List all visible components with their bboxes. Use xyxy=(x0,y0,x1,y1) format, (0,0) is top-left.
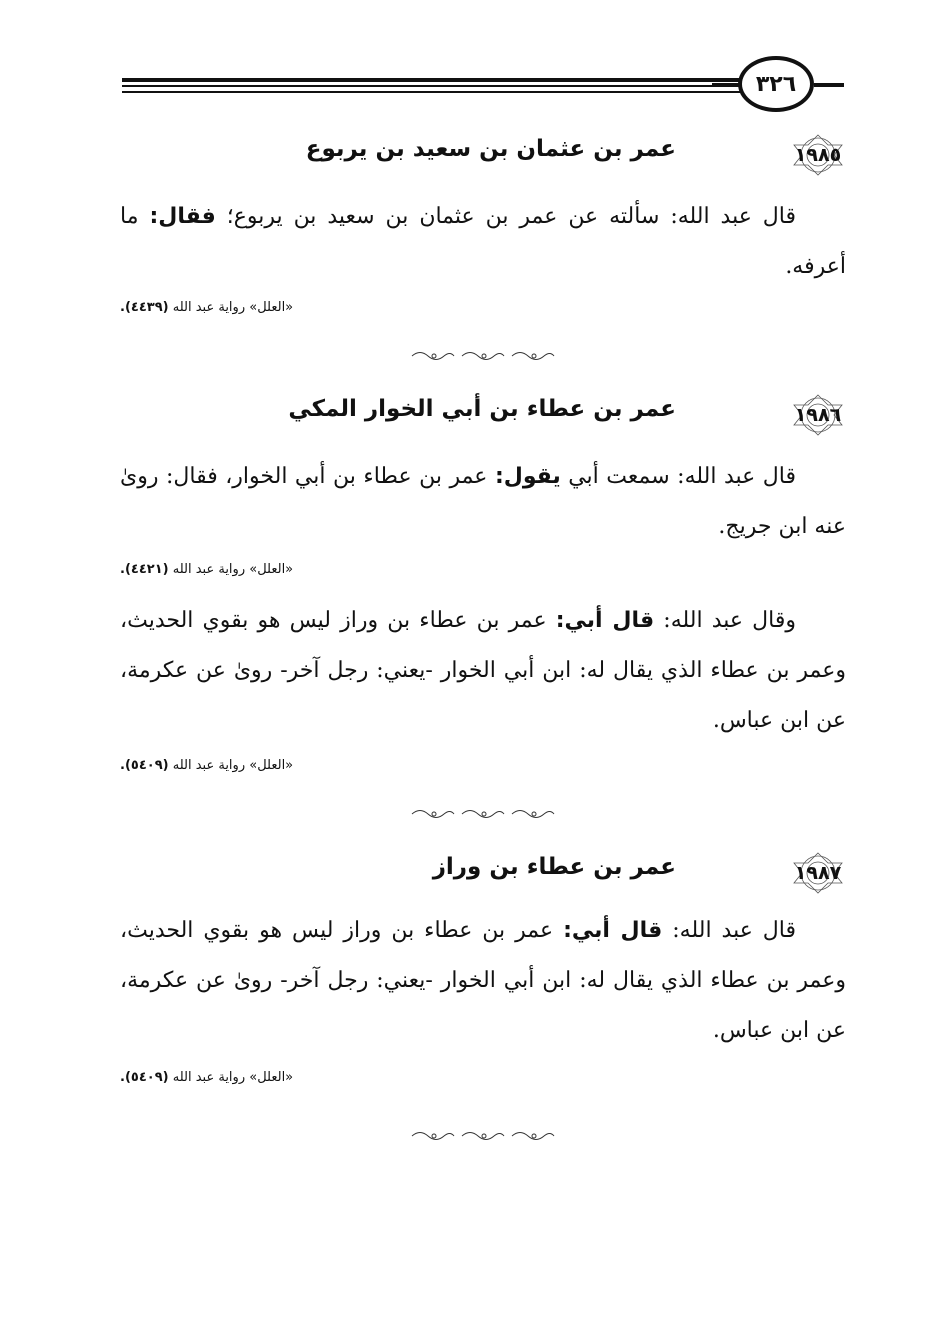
divider-ornament-icon xyxy=(408,808,560,820)
paragraph-bold-text: قال أبي: xyxy=(563,918,663,943)
page-number-badge xyxy=(738,56,814,112)
paragraph-text: قال عبد الله: سمعت أبي xyxy=(568,464,796,489)
entry-paragraph xyxy=(120,452,846,552)
paragraph-text: عمر بن عطاء بن أبي الخوار، فقال: رویٰ عنه ابن جريج. xyxy=(120,464,846,539)
paragraph-bold-text: فقال: xyxy=(149,204,216,229)
paragraph-text: قال عبد الله: سألته عن عمر بن عثمان بن سعيد بن يربوع؛ xyxy=(226,204,797,229)
citation-ref: (٥٤٠٩). xyxy=(120,758,169,773)
header-rule xyxy=(814,83,844,87)
citation-source: «العلل» رواية عبد الله xyxy=(172,300,294,315)
entry-title: عمر بن عثمان بن سعيد بن يربوع xyxy=(305,136,676,162)
entry-number: ١٩٨٦ xyxy=(794,404,842,426)
citation-ref: (٤٤٢١). xyxy=(120,562,169,577)
citation xyxy=(120,562,846,577)
header-rule xyxy=(122,91,742,93)
divider-ornament-icon xyxy=(408,1130,560,1142)
paragraph-text: وقال عبد الله: xyxy=(663,608,796,633)
entry-heading xyxy=(0,392,936,442)
entry-heading xyxy=(0,132,936,182)
paragraph-bold-text: قال أبي: xyxy=(555,608,655,633)
paragraph-text: عمر بن عطاء بن وراز ليس هو بقوي الحديث، وعمر بن عطاء الذي يقال له: ابن أبي الخوار -يعني: رجل آخر- رویٰ عن عكرمة، عن ابن عباس. xyxy=(120,608,846,733)
citation xyxy=(120,300,846,315)
entry-number-badge xyxy=(776,392,860,438)
citation-source: «العلل» رواية عبد الله xyxy=(172,1070,294,1085)
citation-source: «العلل» رواية عبد الله xyxy=(172,562,294,577)
paragraph-bold-text: يقول: xyxy=(494,464,561,489)
entry-title: عمر بن عطاء بن أبي الخوار المكي xyxy=(288,396,676,422)
citation xyxy=(120,1070,846,1085)
entry-paragraph xyxy=(120,596,846,746)
paragraph-text: قال عبد الله: xyxy=(672,918,796,943)
paragraph-text: ما أعرفه. xyxy=(120,204,846,279)
entry-paragraph xyxy=(120,906,846,1056)
header-rule xyxy=(122,78,742,82)
entry-number: ١٩٨٥ xyxy=(794,144,842,166)
page-number: ٣٢٦ xyxy=(755,71,797,97)
entry-number: ١٩٨٧ xyxy=(794,862,842,884)
entry-title: عمر بن عطاء بن وراز xyxy=(432,854,676,880)
paragraph-text: عمر بن عطاء بن وراز ليس هو بقوي الحديث، وعمر بن عطاء الذي يقال له: ابن أبي الخوار -يعني: رجل آخر- رویٰ عن عكرمة، عن ابن عباس. xyxy=(120,918,846,1043)
citation-ref: (٤٤٣٩). xyxy=(120,300,169,315)
entry-heading xyxy=(0,850,936,900)
divider-ornament-icon xyxy=(408,350,560,362)
citation-source: «العلل» رواية عبد الله xyxy=(172,758,294,773)
entry-paragraph xyxy=(120,192,846,292)
entry-number-badge xyxy=(776,132,860,178)
citation xyxy=(120,758,846,773)
entry-number-badge xyxy=(776,850,860,896)
header-rule xyxy=(122,85,742,87)
citation-ref: (٥٤٠٩). xyxy=(120,1070,169,1085)
